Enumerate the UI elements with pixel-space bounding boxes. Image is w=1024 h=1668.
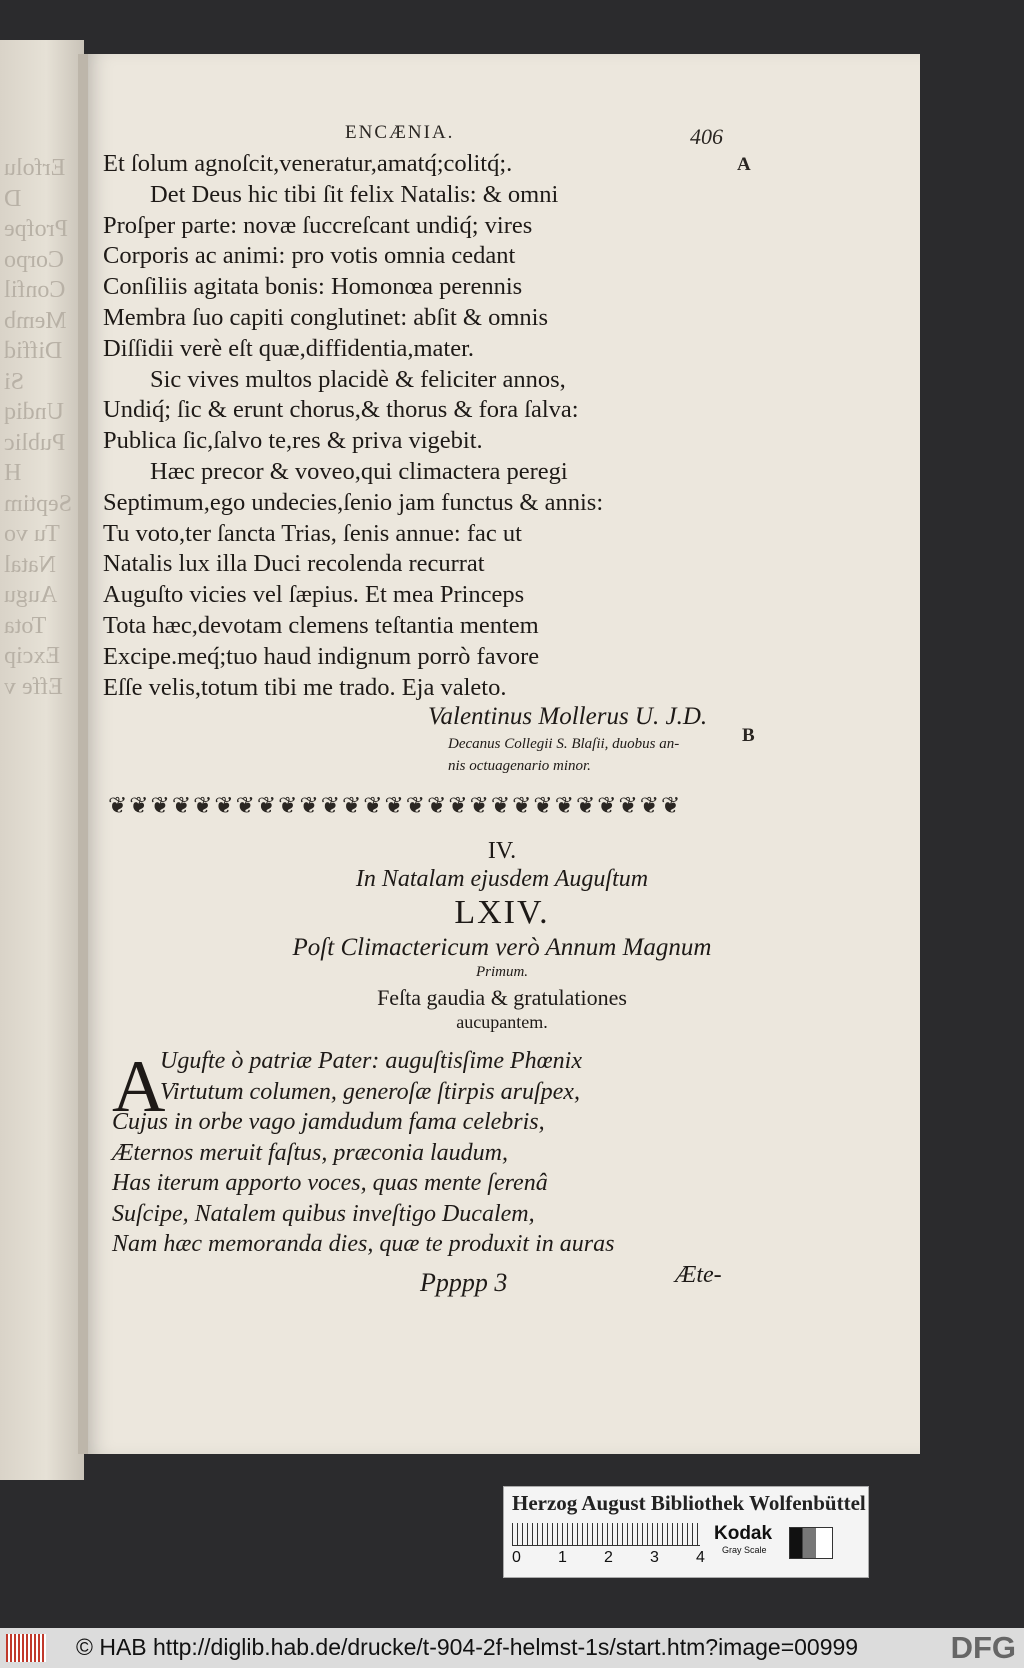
author-signature: Valentinus Mollerus U. J.D. [428,703,708,730]
ruler-number: 3 [650,1549,659,1566]
verse-line: Proſper parte: novæ ſuccreſcant undiq́; vires [103,211,533,239]
verse-line: Sic vives multos placidè & feliciter annos, [150,365,566,393]
verse-line: Et ſolum agnoſcit,veneratur,amatq́;colitq́;. [103,150,513,177]
verse-line: Conſiliis agitata bonis: Homonœa perennis [103,273,523,301]
library-color-card [503,1486,869,1578]
verse-line: Septimum,ego undecies,ſenio jam functus & annis: [103,488,604,516]
facing-page-text: Effe v [4,673,63,700]
section-subheading: Poſt Climactericum verò Annum Magnum [292,934,712,961]
verse-line: Publica ſic,ſalvo te,res & priva vigebit. [103,427,483,455]
facing-page-text: H [4,460,22,486]
ruler-numbers [512,1549,742,1567]
verse-line: Diſſidii verè eſt quæ,diffidentia,mater. [103,334,475,362]
barcode-icon [6,1634,46,1662]
facing-page-text: Si [4,368,25,395]
verse-line: Auguſto vicies vel ſæpius. Et mea Princeps [103,581,525,609]
ruler-number: 0 [512,1549,521,1566]
viewer-footer [0,1628,1024,1668]
library-name: Herzog August Bibliothek Wolfenbüttel [512,1491,866,1515]
facing-page-text: Septim [4,490,73,517]
facing-page-text: Undiq [4,399,64,425]
facing-page-text: Tu vo [4,521,60,547]
section-line-1: Feſta gaudia & gratulationes [377,985,627,1010]
margin-mark-b: B [742,725,755,746]
author-title-line-1: Decanus Collegii S. Blaſii, duobus an- [448,736,680,752]
facing-page-text: D [4,185,22,212]
verse-line: Virtutum columen, generoſæ ſtirpis aruſpex, [160,1078,580,1105]
margin-mark-a: A [737,154,751,175]
running-title: ENCÆNIA. [345,122,455,143]
verse-line: Undiq́; ſic & erunt chorus,& thorus & fora ſalva: [103,396,579,424]
verse-line: Suſcipe, Natalem quibus inveſtigo Ducalem, [112,1200,535,1227]
gray-scale-label: Gray Scale [722,1545,767,1555]
ruler-number: 1 [558,1549,567,1566]
facing-page-edge [0,40,84,1480]
verse-line: Cujus in orbe vago jamdudum fama celebris, [112,1109,545,1135]
section-subheading-2: Primum. [475,964,529,980]
verse-line: Det Deus hic tibi ſit felix Natalis: & omni [150,180,559,208]
dfg-logo: DFG [950,1630,1016,1665]
kodak-logo: Kodak [714,1523,773,1544]
facing-page-text: Public [4,429,66,456]
facing-page-text: Memb [4,307,67,334]
verse-line: Tota hæc,devotam clemens teſtantia mentem [103,612,539,639]
drop-cap: A [112,1046,166,1128]
verse-line: Membra ſuo capiti conglutinet: abſit & omnis [103,304,549,331]
section-line-2: aucupantem. [456,1012,548,1032]
facing-page-text: Corpo [4,246,64,273]
facing-page-text: Erfolu [4,155,66,181]
page-gutter [78,54,88,1454]
verse-line: Tu voto,ter ſancta Trias, ſenis annue: fac ut [103,519,522,547]
signature-mark: Ppppp 3 [420,1268,508,1297]
verse-line: Hæc precor & voveo,qui climactera peregi [150,458,568,485]
verse-line: Nam hæc memoranda dies, quæ te produxit in auras [112,1231,615,1257]
gray-scale-patch [789,1527,833,1559]
facing-page-text: Profpe [4,216,68,242]
verse-line: Corporis ac animi: pro votis omnia cedant [103,242,516,270]
facing-page-text: Natal [4,551,56,578]
author-title-line-2: nis octuagenario minor. [448,758,591,774]
verse-line: Has iterum apporto voces, quas mente ſerenâ [112,1170,548,1196]
copyright-url[interactable]: © HAB http://diglib.hab.de/drucke/t-904-2f-helmst-1s/start.htm?image=00999 [76,1634,859,1660]
ruler-scale [512,1523,700,1546]
section-number: IV. [487,838,517,864]
facing-page-text: Diffid [4,338,63,364]
section-roman-number: LXIV. [454,894,550,931]
page-number: 406 [690,124,723,149]
facing-page-text: Confil [4,277,66,303]
verse-line: Natalis lux illa Duci recolenda recurrat [103,550,485,578]
section-heading: In Natalam ejusdem Auguſtum [355,866,649,892]
verse-line: Ugufte ò patriæ Pater: auguſtisſime Phœnix [160,1048,582,1074]
verse-line: Excipe.meq́;tuo haud indignum porrò favore [103,642,540,670]
ruler-number: 4 [696,1549,705,1566]
facing-page-text: Augu [4,582,58,608]
facing-page-text: Excip [4,643,60,669]
fleuron-ornament: ❦❦❦❦❦❦❦❦❦❦❦❦❦❦❦❦❦❦❦❦❦❦❦❦❦❦❦ [108,793,683,818]
verse-line: Æternos meruit faſtus, præconia laudum, [112,1139,509,1166]
verse-line: Eſſe velis,totum tibi me trado. Eja valeto. [103,673,507,701]
ruler-number: 2 [604,1549,613,1566]
catchword: Æte- [675,1262,722,1288]
facing-page-text: Tota [4,612,47,639]
